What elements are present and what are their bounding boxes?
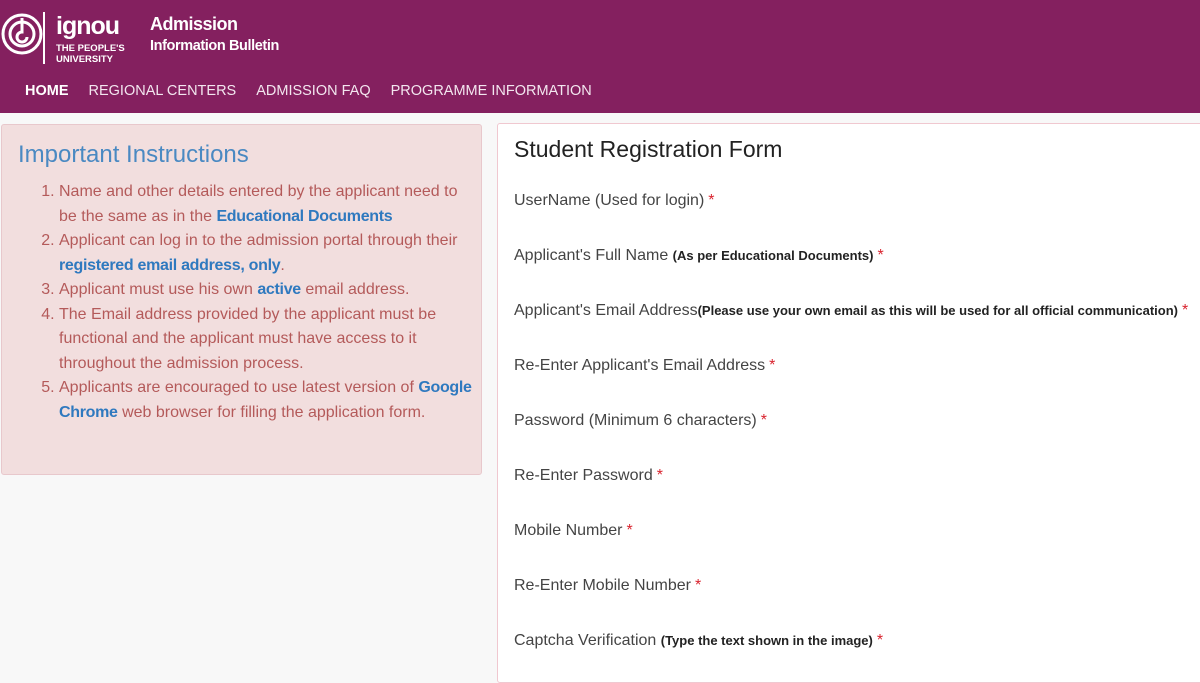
required-asterisk: * — [708, 192, 715, 209]
form-field-label — [514, 302, 1188, 320]
instruction-text: Applicants are encouraged to use latest version of — [59, 379, 419, 396]
instructions-title: Important Instructions — [18, 141, 249, 168]
nav-programme-information[interactable]: PROGRAMME INFORMATION — [390, 83, 592, 99]
instruction-text: Name and other details entered by the applicant need to be the same as in the — [59, 183, 458, 225]
required-asterisk: * — [769, 357, 776, 374]
form-field-label — [514, 357, 775, 375]
form-field-label — [514, 577, 701, 595]
required-asterisk: * — [876, 632, 884, 649]
instruction-text: Applicant must use his own — [59, 281, 258, 298]
logo-tagline-line: THE PEOPLE'S — [56, 43, 125, 54]
form-field-label — [514, 192, 715, 210]
field-label-text: Applicant's Full Name — [514, 247, 673, 264]
instruction-item — [59, 180, 475, 229]
student-registration-form — [497, 123, 1200, 683]
logo-text: ignou — [56, 12, 120, 40]
field-label-text: UserName (Used for login) — [514, 192, 705, 209]
main-nav — [25, 83, 592, 99]
instruction-item — [59, 278, 475, 303]
nav-admission-faq[interactable]: ADMISSION FAQ — [256, 83, 371, 99]
form-field-label — [514, 522, 633, 540]
required-asterisk: * — [877, 247, 884, 264]
field-note: (Type the text shown in the image) — [660, 633, 873, 648]
instruction-highlight: active — [257, 281, 301, 298]
nav-home[interactable]: HOME — [25, 83, 69, 99]
logo-divider — [43, 12, 45, 64]
required-asterisk: * — [626, 522, 633, 539]
instructions-list — [40, 180, 475, 425]
ignou-emblem-icon — [0, 6, 44, 62]
field-label-text: Re-Enter Password — [514, 467, 653, 484]
field-label-text: Mobile Number — [514, 522, 623, 539]
form-field-label — [514, 467, 663, 485]
logo-tagline-line: UNIVERSITY — [56, 54, 114, 65]
form-field-label — [514, 247, 884, 265]
field-note: (Please use your own email as this will be used for all official communication) — [697, 303, 1178, 318]
nav-regional-centers[interactable]: REGIONAL CENTERS — [88, 83, 237, 99]
required-asterisk: * — [694, 577, 702, 594]
instruction-text: Applicant can log in to the admission portal through their — [59, 232, 458, 249]
instruction-item — [59, 376, 475, 425]
instruction-highlight: Educational Documents — [216, 207, 393, 225]
site-header — [0, 0, 1200, 113]
logo-tagline — [56, 43, 125, 65]
field-label-text: Re-Enter Applicant's Email Address — [514, 357, 766, 374]
required-asterisk: * — [760, 412, 767, 429]
site-title: Admission — [150, 14, 238, 34]
ignou-logo[interactable] — [0, 6, 125, 65]
instruction-item — [59, 229, 475, 278]
instruction-item — [59, 303, 475, 377]
instruction-highlight: registered email address, only — [59, 256, 281, 274]
field-label-text: Password (Minimum 6 characters) — [514, 412, 757, 429]
form-field-label — [514, 412, 767, 430]
form-field-label — [514, 632, 883, 650]
form-title: Student Registration Form — [514, 136, 783, 162]
required-asterisk: * — [656, 467, 663, 484]
instruction-text: . — [280, 256, 285, 274]
field-note: (As per Educational Documents) — [672, 248, 874, 263]
important-instructions-panel — [1, 124, 482, 475]
required-asterisk: * — [1182, 302, 1189, 319]
instruction-text: The Email address provided by the applicant must be functional and the applicant must have access to it throughout the admission process. — [59, 305, 437, 372]
field-label-text: Re-Enter Mobile Number — [514, 577, 691, 594]
field-label-text: Applicant's Email Address — [514, 302, 698, 319]
instruction-text: email address. — [300, 281, 410, 298]
instruction-text: web browser for filling the application form. — [117, 403, 426, 421]
instruction-highlight: Google Chrome — [59, 379, 472, 421]
site-subtitle: Information Bulletin — [150, 38, 279, 54]
field-label-text: Captcha Verification — [514, 632, 661, 649]
